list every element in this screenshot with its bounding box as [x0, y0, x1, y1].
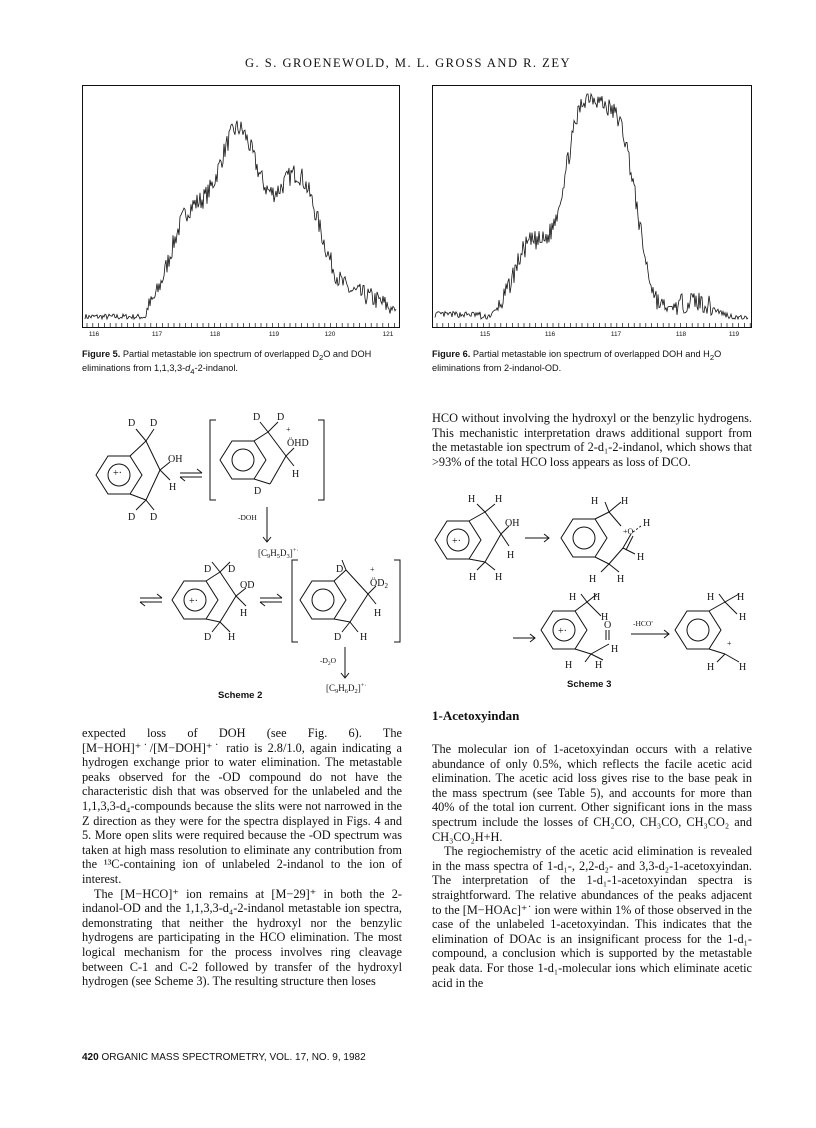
formula-part: 2: [384, 582, 388, 590]
atom-label: D: [128, 418, 136, 429]
atom-label: D: [228, 564, 236, 575]
atom-label: H: [593, 592, 601, 603]
paragraph: The regiochemistry of the acetic acid elimination is revealed in the mass spectra of 1-d₁-, 2,2-d₂- and 3,3-d₂-1-acetoxyindan. The interpretation of the 1-d₁-1-acetoxyindan spectra is straightforward. The relative abundances of the peaks adjacent to the [M−HOAc]⁺˙ ion were within 1% of those observed in the case of the unlabeled 1-acetoxyindan. This indicates that the elimination of DOAc is an insignificant process for the 1-d₁-compound, a conclusion which is supported by the metastable peak data. For those 1-d₁-molecular ions which eliminate acetic acid in the: [432, 844, 752, 990]
figure6-tick-label: 119: [728, 331, 740, 338]
figure5-tick-label: 118: [209, 331, 221, 338]
formula-part: D: [280, 548, 287, 558]
atom-label: OH: [168, 454, 183, 465]
atom-label: H: [617, 574, 625, 585]
formula-part: 6: [344, 688, 348, 695]
atom-label: D: [334, 632, 342, 643]
atom-label: [370, 577, 388, 590]
atom-label: +·: [558, 626, 567, 637]
figure6-tick-label: 115: [479, 331, 491, 338]
atom-label: ÖHD: [287, 438, 309, 449]
atom-label: +O: [623, 527, 634, 536]
paragraph: The [M−HCO]⁺ ion remains at [M−29]⁺ in both the 2-indanol-OD and the 1,1,3,3-d₄-2-indanol metastable ion spectra, demonstrating that neither the hydroxyl nor the benzylic hydrogens are participating in the HCO elimination. The most logical mechanism for the process involves ring cleavage between C-1 and C-2 followed by transfer of the hydroxyl hydrogen (see Scheme 3). The resulting structure then loses: [82, 886, 402, 989]
atom-label: D: [336, 564, 344, 575]
formula-part: H: [338, 683, 345, 693]
atom-label: H: [469, 572, 477, 583]
right-column-top: [432, 411, 752, 469]
atom-label: D: [253, 412, 261, 423]
figure6-tick-label: 117: [610, 331, 622, 338]
running-header: G. S. GROENEWOLD, M. L. GROSS AND R. ZEY: [245, 56, 571, 70]
atom-label: H: [707, 592, 715, 603]
formula-part: 3: [286, 553, 290, 560]
formula-part: [C: [258, 548, 267, 558]
atom-label: D: [277, 412, 285, 423]
formula-part: H: [270, 548, 277, 558]
atom-label: H: [611, 644, 619, 655]
figure6-trace: [433, 86, 751, 327]
atom-label: O: [604, 620, 612, 631]
atom-label: H: [589, 574, 597, 585]
figure5-tick-label: 121: [382, 331, 394, 338]
formula-part: 5: [276, 553, 280, 560]
figure6-caption: [432, 349, 754, 375]
paragraph: expected loss of DOH (see Fig. 6). The [M−HOH]⁺˙/[M−DOH]⁺˙ ratio is 2.8/1.0, again indicating a hydrogen exchange prior to water elimination. The metastable peaks observed for the -OD compound do not have the characteristic dish that was observed for the unlabeled and the 1,1,3,3-d₄-compounds because the slits were not narrowed in the Z direction as they were for the spectra displayed in Figs. 4 and 5. More open slits were required because the -OD spectrum was taken at high mass resolution to eliminate any contribution from the ¹³C-containing ion of unlabeled 2-indanol to the ion of interest.: [82, 726, 402, 886]
radical-cation-label: +·: [113, 468, 122, 479]
product2-formula: [326, 682, 367, 695]
atom-label: H: [565, 660, 573, 671]
atom-label: H: [292, 469, 300, 480]
formula-part: [C: [326, 683, 335, 693]
atom-label: H: [739, 662, 747, 673]
atom-label: +·: [189, 596, 198, 607]
formula-part: -D: [320, 656, 328, 665]
caption-sub: 2: [709, 352, 715, 362]
formula-part: ]: [289, 548, 293, 558]
atom-label: +·: [452, 536, 461, 547]
loss-label: -HCO': [633, 619, 653, 628]
atom-label: D: [128, 512, 136, 523]
formula-part: ÖD: [370, 578, 385, 589]
atom-label: H: [601, 612, 609, 623]
atom-label: H: [621, 496, 629, 507]
scheme3-label: Scheme 3: [567, 679, 612, 690]
atom-label: +: [370, 565, 375, 574]
atom-label: H: [240, 608, 248, 619]
atom-label: D: [150, 418, 158, 429]
atom-label: H: [739, 612, 747, 623]
paragraph: The molecular ion of 1-acetoxyindan occurs with a relative abundance of only 0.5%, which reflects the facile acetic acid elimination. The acetic acid loss gives rise to the base peak in the mass spectrum (see Table 5), and accounts for more than 40% of the total ion current. Other significant ions in the mass spectrum include the losses of CH₂CO, CH₃CO, CH₃CO₂ and CH₃CO₂H+H.: [432, 742, 752, 844]
product1-formula: [258, 547, 299, 560]
atom-label: H: [169, 482, 177, 493]
atom-label: H: [507, 550, 515, 561]
atom-label: D: [150, 512, 158, 523]
figure5-tick-label: 117: [151, 331, 163, 338]
figure5-tick-label: 119: [268, 331, 280, 338]
caption-sub: 4: [190, 367, 195, 377]
caption-text: O eliminations from 2-indanol-OD.: [432, 349, 722, 374]
caption-text: O and DOH eliminations from 1,1,3,3-: [82, 349, 372, 374]
atom-label: D: [204, 564, 212, 575]
scheme2-diagram: [80, 410, 420, 710]
loss-label: -DOH: [238, 513, 257, 522]
figure6-tick-labels: [432, 331, 752, 341]
atom-label: H: [737, 592, 745, 603]
figure5-caption: [82, 349, 402, 378]
atom-label: H: [637, 552, 645, 563]
scheme3-diagram: [425, 490, 765, 690]
atom-label: H: [569, 592, 577, 603]
right-column-bottom: [432, 742, 752, 990]
figure5-trace: [83, 86, 399, 327]
caption-text: Partial metastable ion spectrum of overlapped DOH and H: [472, 349, 710, 359]
atom-label: OH: [505, 518, 520, 529]
atom-label: H: [374, 608, 382, 619]
formula-part: 2: [327, 661, 331, 667]
atom-label: +·: [238, 456, 247, 467]
figure5-tick-labels: [82, 331, 400, 341]
atom-label: +: [727, 639, 732, 648]
caption-italic: d: [185, 363, 191, 374]
atom-label: H: [360, 632, 368, 643]
atom-label: H: [495, 494, 503, 505]
page-number: 420: [82, 1052, 99, 1063]
figure5-spectrum: [82, 85, 400, 328]
atom-label: H: [707, 662, 715, 673]
caption-text: -2-indanol.: [194, 363, 238, 374]
atom-label: D: [254, 486, 262, 497]
formula-part: 2: [354, 688, 358, 695]
atom-label: H: [468, 494, 476, 505]
figure5-tick-label: 116: [88, 331, 100, 338]
page-footer: [82, 1052, 366, 1063]
formula-part: O: [330, 656, 337, 665]
figure6-caption-label: Figure 6.: [432, 349, 471, 359]
formula-part: D: [348, 683, 355, 693]
loss2-label: [320, 656, 337, 667]
atom-label: H: [591, 496, 599, 507]
formula-part: +·: [360, 682, 367, 689]
caption-text: Partial metastable ion spectrum of overlapped D: [122, 349, 319, 359]
atom-label: D: [204, 632, 212, 643]
atom-label: H: [495, 572, 503, 583]
scheme2-label: Scheme 2: [218, 690, 263, 701]
atom-label: +: [286, 425, 291, 434]
formula-part: +·: [292, 547, 299, 554]
atom-label: H: [595, 660, 603, 671]
left-column: [82, 726, 402, 989]
figure6-spectrum: [432, 85, 752, 328]
journal-citation: ORGANIC MASS SPECTROMETRY, VOL. 17, NO. 9, 1982: [101, 1052, 366, 1063]
figure6-tick-label: 118: [675, 331, 687, 338]
section-heading: 1-Acetoxyindan: [432, 708, 520, 723]
formula-part: ]: [357, 683, 361, 693]
atom-label: OD: [240, 580, 255, 591]
paragraph: HCO without involving the hydroxyl or the benzylic hydrogens. This mechanistic interpretation draws additional support from the metastable ion spectrum of 2-d₁-2-indanol, which shows that >93% of the total HCO loss appears as loss of DCO.: [432, 411, 752, 469]
figure5-tick-label: 120: [324, 331, 336, 338]
formula-part: 9: [335, 688, 339, 695]
figure6-tick-label: 116: [544, 331, 556, 338]
figure5-caption-label: Figure 5.: [82, 349, 121, 359]
formula-part: 9: [267, 553, 271, 560]
caption-sub: 2: [318, 352, 324, 362]
atom-label: H: [643, 518, 651, 529]
atom-label: H: [228, 632, 236, 643]
